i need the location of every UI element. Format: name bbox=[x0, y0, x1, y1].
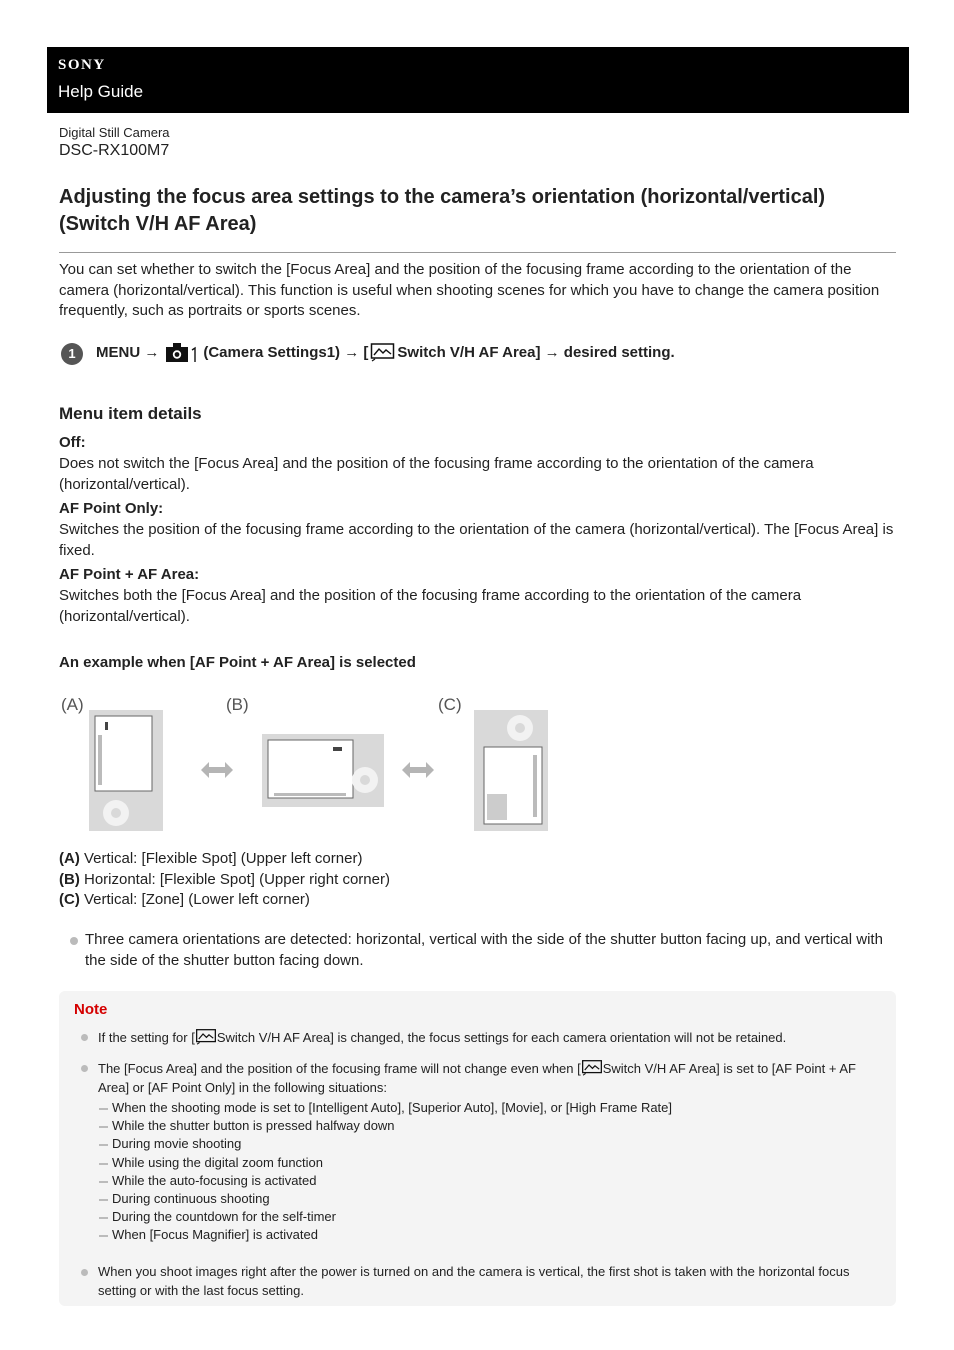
orientation-bullet-text: Three camera orientations are detected: horizontal, vertical with the side of the shutter button facing up, and vertical with the side of the shutter button facing down. bbox=[85, 931, 883, 969]
caption-b-key: (B) bbox=[59, 870, 80, 888]
note-dot bbox=[81, 1065, 88, 1072]
step-instruction bbox=[96, 342, 675, 362]
note-dot bbox=[81, 1034, 88, 1041]
desc-off: Does not switch the [Focus Area] and the position of the focusing frame according to the orientation of the camera (horizontal/vertical). bbox=[59, 455, 814, 493]
note-item-1 bbox=[74, 1028, 874, 1048]
page-title: Adjusting the focus area settings to the camera’s orientation (horizontal/vertical) (Switch V/H AF Area) bbox=[59, 186, 826, 235]
caption-a-key: (A) bbox=[59, 850, 80, 867]
menu-item-details-heading: Menu item details bbox=[59, 404, 202, 423]
note-item-2 bbox=[74, 1059, 874, 1097]
orientation-diagram bbox=[59, 690, 559, 840]
step-1 bbox=[59, 341, 899, 365]
situation-item: During continuous shooting bbox=[99, 1190, 672, 1208]
site-header bbox=[47, 47, 909, 113]
situation-item: During the countdown for the self-timer bbox=[99, 1208, 672, 1226]
term-off: Off: bbox=[59, 434, 86, 451]
term-af-point-only: AF Point Only: bbox=[59, 500, 164, 517]
situation-item: When the shooting mode is set to [Intelligent Auto], [Superior Auto], [Movie], or [High Frame Rate] bbox=[99, 1099, 672, 1117]
situation-item: While the auto-focusing is activated bbox=[99, 1172, 672, 1190]
product-category: Digital Still Camera bbox=[59, 125, 170, 140]
desc-af-point-af-area: Switches both the [Focus Area] and the position of the focusing frame according to the orientation of the camera (horizontal/vertical). bbox=[59, 587, 802, 625]
diagram-label-a: (A) bbox=[61, 695, 84, 714]
orientation-bullet bbox=[59, 930, 899, 971]
note-item-2-pre: The [Focus Area] and the position of the focusing frame will not change even when [ bbox=[98, 1061, 581, 1076]
dash-marker bbox=[99, 1163, 108, 1165]
situation-item: During movie shooting bbox=[99, 1135, 672, 1153]
situations-list bbox=[99, 1099, 672, 1245]
note-item-3 bbox=[74, 1263, 874, 1300]
intro-paragraph: You can set whether to switch the [Focus Area] and the position of the focusing frame according to the orientation of the camera (horizontal/vertical). This function is useful when shooting scenes for which you have to change the camera position frequently, such as portraits or sports scenes. bbox=[59, 261, 880, 319]
step-rest-text: Switch V/H AF Area] → desired setting. bbox=[397, 343, 675, 361]
example-heading: An example when [AF Point + AF Area] is selected bbox=[59, 654, 416, 671]
dash-marker bbox=[99, 1144, 108, 1146]
sony-logo[interactable]: SONY bbox=[58, 57, 106, 73]
switch-vh-af-area-icon bbox=[195, 1028, 217, 1045]
switch-vh-af-area-icon bbox=[370, 342, 395, 362]
camera-settings1-icon bbox=[165, 342, 199, 362]
dash-marker bbox=[99, 1126, 108, 1128]
diagram-captions bbox=[59, 849, 390, 911]
camera-b-horizontal bbox=[262, 734, 384, 807]
caption-b bbox=[59, 870, 390, 891]
caption-c-key: (C) bbox=[59, 891, 80, 908]
arrow-a-b bbox=[201, 762, 233, 778]
note-item-3-text: When you shoot images right after the power is turned on and the camera is vertical, the first shot is taken with the horizontal focus setting or with the last focus setting. bbox=[98, 1264, 850, 1298]
dash-marker bbox=[99, 1181, 108, 1183]
step-number-badge: 1 bbox=[61, 343, 83, 365]
caption-b-text: Horizontal: [Flexible Spot] (Upper right corner) bbox=[79, 870, 390, 888]
arrow-b-c bbox=[402, 762, 434, 778]
dash-marker bbox=[99, 1235, 108, 1237]
caption-a bbox=[59, 849, 390, 870]
note-title: Note bbox=[74, 1001, 108, 1018]
caption-c bbox=[59, 890, 390, 911]
dash-marker bbox=[99, 1199, 108, 1201]
camera-a-vertical bbox=[89, 710, 163, 831]
note-item-1-pre: If the setting for [ bbox=[98, 1030, 195, 1045]
camera-c-vertical bbox=[474, 710, 548, 831]
diagram-label-c: (C) bbox=[438, 695, 462, 714]
situation-item: When [Focus Magnifier] is activated bbox=[99, 1226, 672, 1244]
situation-item: While using the digital zoom function bbox=[99, 1154, 672, 1172]
note-box bbox=[59, 991, 896, 1306]
caption-c-text: Vertical: [Zone] (Lower left corner) bbox=[79, 891, 310, 908]
step-camera-settings-text: (Camera Settings1) → [ bbox=[203, 343, 369, 361]
help-guide-title[interactable]: Help Guide bbox=[58, 82, 144, 101]
title-divider bbox=[59, 252, 896, 253]
term-af-point-af-area: AF Point + AF Area: bbox=[59, 566, 200, 583]
dash-marker bbox=[99, 1108, 108, 1110]
note-dot bbox=[81, 1269, 88, 1276]
dash-marker bbox=[99, 1217, 108, 1219]
switch-vh-af-area-icon bbox=[581, 1059, 603, 1076]
desc-af-point-only: Switches the position of the focusing frame according to the orientation of the camera (horizontal/vertical). The [Focus Area] is fixed. bbox=[59, 521, 894, 559]
product-model: DSC-RX100M7 bbox=[59, 142, 170, 159]
bullet-dot bbox=[70, 937, 78, 945]
diagram-label-b: (B) bbox=[226, 695, 249, 714]
note-item-2-post: Switch V/H AF Area] is set to [AF Point + AF Area] or [AF Point Only] in the following situations: bbox=[98, 1061, 856, 1095]
situation-item: While the shutter button is pressed halfway down bbox=[99, 1117, 672, 1135]
note-item-1-post: Switch V/H AF Area] is changed, the focus settings for each camera orientation will not be retained. bbox=[216, 1030, 787, 1045]
step-menu-text: MENU → bbox=[96, 343, 160, 361]
caption-a-text: Vertical: [Flexible Spot] (Upper left corner) bbox=[79, 850, 363, 867]
